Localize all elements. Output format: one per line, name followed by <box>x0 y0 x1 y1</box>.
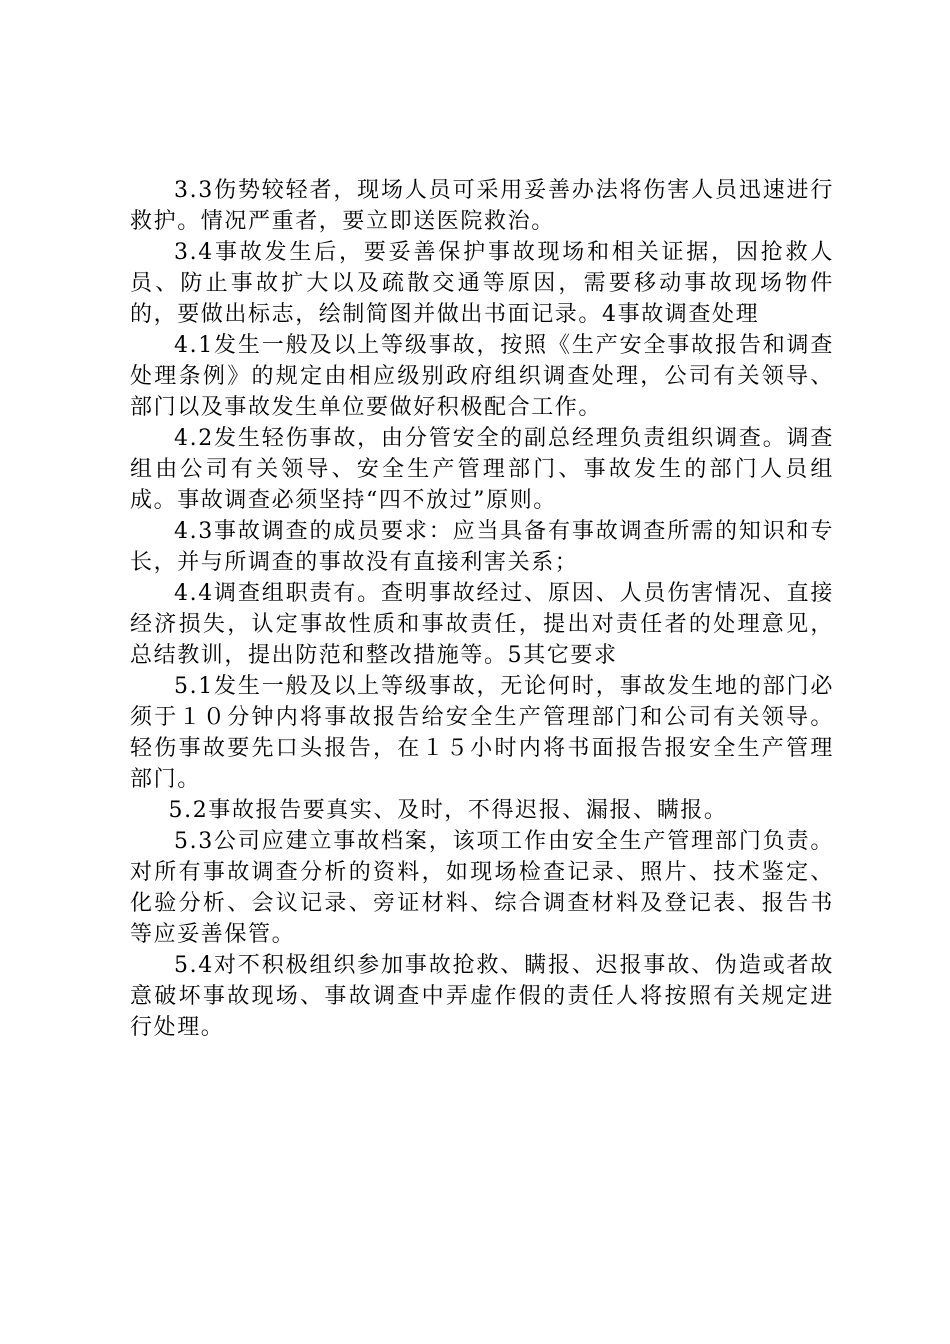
paragraph-5-2: 5.2事故报告要真实、及时，不得迟报、漏报、瞒报。 <box>168 798 728 823</box>
paragraph-5-1: 5.1发生一般及以上等级事故，无论何时，事故发生地的部门必须于１０分钟内将事故报告给安全生产管理部门和公司有关领导。轻伤事故要先口头报告，在１５小时内将书面报告报安全生产管理部门。 <box>130 674 834 792</box>
paragraph-5-3: 5.3公司应建立事故档案，该项工作由安全生产管理部门负责。对所有事故调查分析的资料，如现场检查记录、照片、技术鉴定、化验分析、会议记录、旁证材料、综合调查材料及登记表、报告书等应妥善保管。 <box>130 829 834 947</box>
paragraph-3-3: 3.3伤势较轻者，现场人员可采用妥善办法将伤害人员迅速进行救护。情况严重者，要立即送医院救治。 <box>130 178 834 234</box>
paragraph-3-4: 3.4事故发生后，要妥善保护事故现场和相关证据，因抢救人员、防止事故扩大以及疏散交通等原因，需要移动事故现场物件的，要做出标志，绘制简图并做出书面记录。4事故调查处理 <box>130 240 834 327</box>
paragraph-4-3: 4.3事故调查的成员要求：应当具备有事故调查所需的知识和专长，并与所调查的事故没有直接利害关系； <box>130 519 834 575</box>
paragraph-5-4: 5.4对不积极组织参加事故抢救、瞒报、迟报事故、伪造或者故意破坏事故现场、事故调查中弄虚作假的责任人将按照有关规定进行处理。 <box>130 953 834 1040</box>
paragraph-4-2: 4.2发生轻伤事故，由分管安全的副总经理负责组织调查。调查组由公司有关领导、安全生产管理部门、事故发生的部门人员组成。事故调查必须坚持“四不放过”原则。 <box>130 426 834 513</box>
document-body <box>130 175 834 1043</box>
paragraph-4-4: 4.4调查组职责有。查明事故经过、原因、人员伤害情况、直接经济损失，认定事故性质和事故责任，提出对责任者的处理意见，总结教训，提出防范和整改措施等。5其它要求 <box>130 581 834 668</box>
paragraph-4-1: 4.1发生一般及以上等级事故，按照《生产安全事故报告和调查处理条例》的规定由相应级别政府组织调查处理，公司有关领导、部门以及事故发生单位要做好积极配合工作。 <box>130 333 834 420</box>
